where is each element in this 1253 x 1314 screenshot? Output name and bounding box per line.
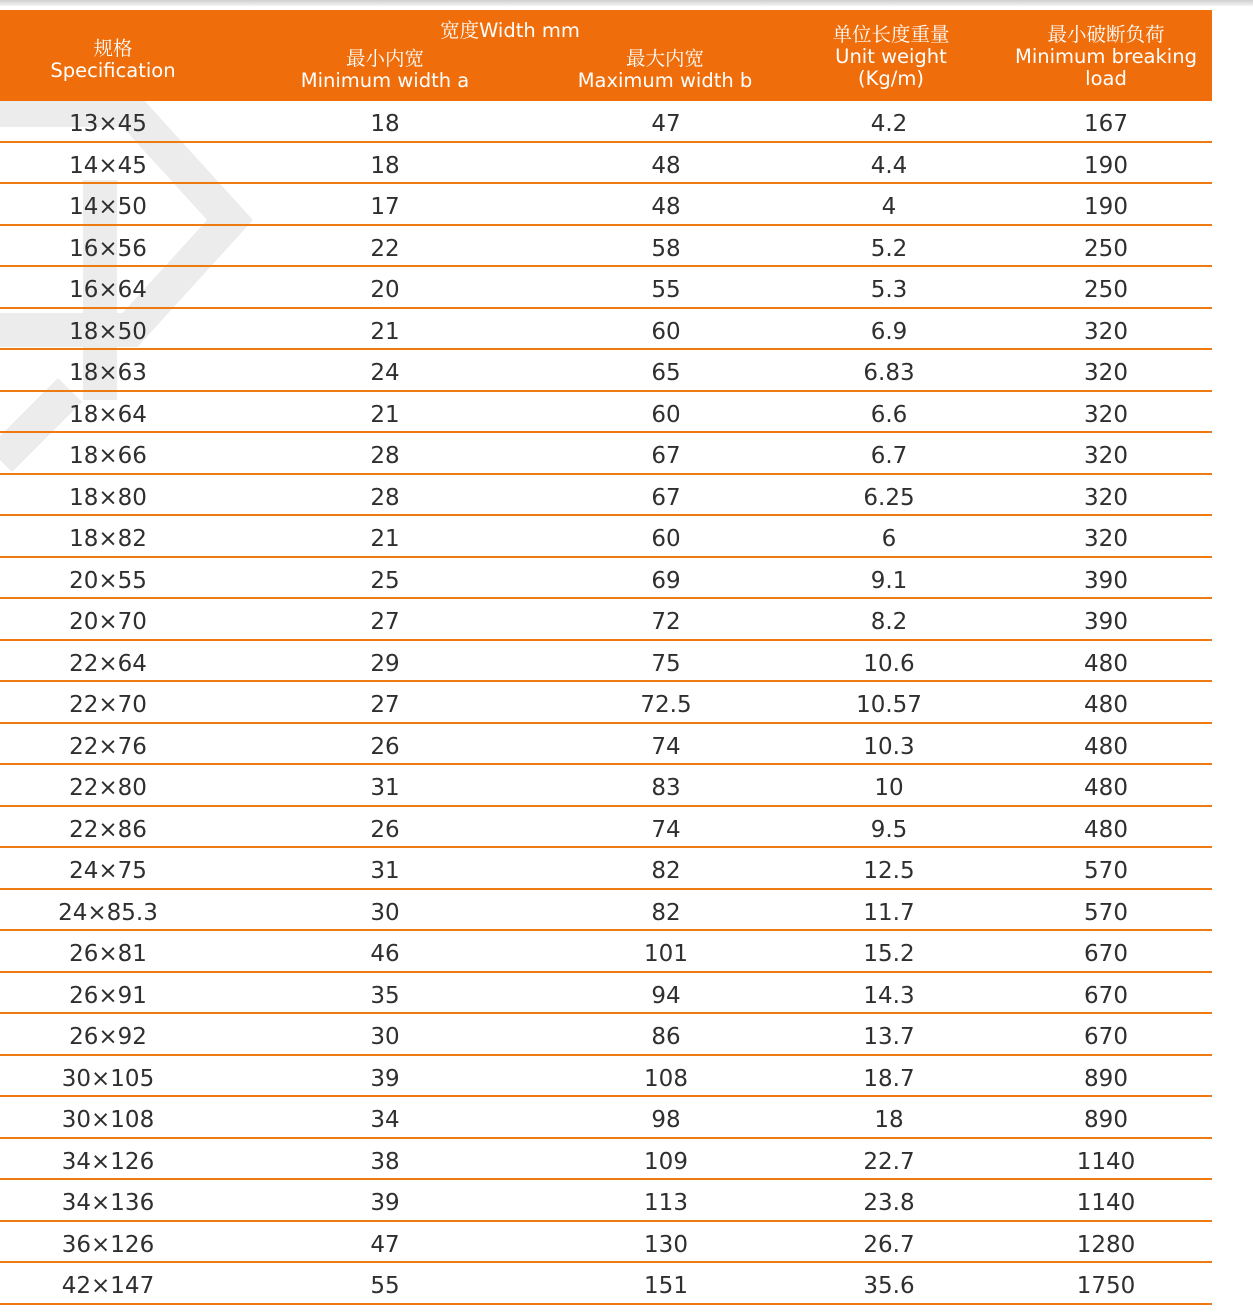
cell-specification: 26×81: [69, 941, 147, 967]
cell-min-width: 22: [370, 235, 400, 262]
cell-max-width: 101: [644, 941, 688, 967]
cell-min-width: 47: [370, 1231, 400, 1258]
table-row: [0, 558, 1212, 600]
table-row: [0, 765, 1212, 807]
cell-specification: 22×64: [69, 650, 147, 677]
cell-min-width: 35: [370, 982, 400, 1009]
table-row: [0, 184, 1212, 226]
cell-specification: 22×80: [69, 775, 147, 801]
cell-max-width: 98: [651, 1107, 681, 1133]
cell-max-width: 94: [651, 982, 681, 1009]
cell-unit-weight: 6.83: [863, 360, 915, 386]
cell-min-width: 31: [370, 858, 400, 884]
cell-max-width: 82: [651, 858, 681, 884]
cell-min-width: 18: [370, 152, 400, 179]
header-width-group: 宽度Width mm: [440, 19, 580, 42]
cell-max-width: 75: [651, 650, 681, 677]
cell-breaking-load: 320: [1084, 526, 1128, 552]
header-specification: 规格 Specification: [50, 37, 176, 82]
cell-min-width: 21: [370, 526, 400, 552]
cell-max-width: 60: [651, 526, 681, 552]
table-row: [0, 1139, 1212, 1181]
top-divider: [0, 0, 1253, 6]
cell-min-width: 55: [370, 1273, 400, 1299]
header-min-width: 最小内宽 Minimum width a: [300, 47, 470, 92]
cell-breaking-load: 320: [1084, 401, 1128, 428]
cell-max-width: 83: [651, 775, 681, 801]
cell-unit-weight: 23.8: [863, 1190, 915, 1216]
cell-breaking-load: 390: [1084, 567, 1128, 594]
cell-breaking-load: 480: [1084, 692, 1128, 718]
table-row: [0, 392, 1212, 434]
cell-specification: 20×55: [69, 567, 147, 594]
table-row: [0, 1014, 1212, 1056]
cell-min-width: 26: [370, 816, 400, 843]
cell-breaking-load: 250: [1084, 277, 1128, 303]
cell-min-width: 39: [370, 1065, 400, 1092]
table-row: [0, 309, 1212, 351]
cell-specification: 18×50: [69, 318, 147, 345]
cell-breaking-load: 167: [1084, 111, 1128, 137]
cell-unit-weight: 14.3: [863, 982, 915, 1009]
cell-max-width: 48: [651, 194, 681, 220]
cell-unit-weight: 12.5: [863, 858, 915, 884]
cell-min-width: 17: [370, 194, 400, 220]
table-row: [0, 973, 1212, 1015]
cell-specification: 18×64: [69, 401, 147, 428]
cell-max-width: 151: [644, 1273, 688, 1299]
table-row: [0, 433, 1212, 475]
cell-specification: 30×108: [61, 1107, 155, 1133]
cell-breaking-load: 480: [1084, 816, 1128, 843]
cell-max-width: 60: [651, 401, 681, 428]
cell-unit-weight: 4.4: [870, 152, 908, 179]
cell-min-width: 34: [370, 1107, 400, 1133]
cell-min-width: 30: [370, 899, 400, 926]
cell-breaking-load: 570: [1084, 899, 1128, 926]
table-row: [0, 1056, 1212, 1098]
cell-unit-weight: 10.3: [863, 733, 915, 760]
table-row: [0, 143, 1212, 185]
cell-max-width: 58: [651, 235, 681, 262]
cell-breaking-load: 320: [1084, 318, 1128, 345]
cell-max-width: 67: [651, 443, 681, 469]
table-row: [0, 226, 1212, 268]
cell-min-width: 24: [370, 360, 400, 386]
cell-specification: 30×105: [61, 1065, 155, 1092]
cell-unit-weight: 5.3: [870, 277, 908, 303]
cell-unit-weight: 9.1: [870, 567, 908, 594]
cell-unit-weight: 6.6: [870, 401, 908, 428]
cell-unit-weight: 8.2: [870, 609, 908, 635]
cell-unit-weight: 11.7: [863, 899, 915, 926]
cell-max-width: 82: [651, 899, 681, 926]
table-row: [0, 641, 1212, 683]
cell-breaking-load: 190: [1084, 194, 1128, 220]
cell-specification: 18×63: [69, 360, 147, 386]
table-row: [0, 1222, 1212, 1264]
cell-breaking-load: 670: [1084, 941, 1128, 967]
cell-max-width: 48: [651, 152, 681, 179]
cell-max-width: 72.5: [640, 692, 692, 718]
cell-unit-weight: 5.2: [870, 235, 908, 262]
table-body: [0, 101, 1212, 1305]
cell-unit-weight: 4.2: [870, 111, 908, 137]
cell-unit-weight: 18: [874, 1107, 904, 1133]
cell-specification: 34×136: [61, 1190, 155, 1216]
cell-unit-weight: 13.7: [863, 1024, 915, 1050]
table-row: [0, 101, 1212, 143]
cell-breaking-load: 390: [1084, 609, 1128, 635]
cell-min-width: 27: [370, 692, 400, 718]
table-row: [0, 1180, 1212, 1222]
table-row: [0, 890, 1212, 932]
cell-specification: 34×126: [61, 1148, 155, 1175]
table-row: [0, 1263, 1212, 1305]
cell-breaking-load: 890: [1084, 1065, 1128, 1092]
cell-max-width: 60: [651, 318, 681, 345]
cell-min-width: 46: [370, 941, 400, 967]
table-row: [0, 848, 1212, 890]
cell-unit-weight: 35.6: [863, 1273, 915, 1299]
cell-breaking-load: 320: [1084, 484, 1128, 511]
cell-specification: 20×70: [69, 609, 147, 635]
spec-table: [0, 10, 1212, 1305]
cell-max-width: 55: [651, 277, 681, 303]
cell-specification: 24×75: [69, 858, 147, 884]
header-min-breaking-load: 最小破断负荷 Minimum breaking load: [1015, 23, 1197, 90]
cell-unit-weight: 15.2: [863, 941, 915, 967]
cell-breaking-load: 190: [1084, 152, 1128, 179]
cell-max-width: 109: [644, 1148, 688, 1175]
cell-min-width: 21: [370, 318, 400, 345]
cell-breaking-load: 1280: [1076, 1231, 1136, 1258]
cell-min-width: 31: [370, 775, 400, 801]
table-row: [0, 516, 1212, 558]
cell-specification: 42×147: [61, 1273, 155, 1299]
cell-max-width: 47: [651, 111, 681, 137]
table-row: [0, 1097, 1212, 1139]
table-row: [0, 931, 1212, 973]
cell-min-width: 28: [370, 443, 400, 469]
cell-breaking-load: 1140: [1076, 1190, 1136, 1216]
cell-specification: 18×66: [69, 443, 147, 469]
table-header: [0, 10, 1212, 101]
cell-breaking-load: 670: [1084, 982, 1128, 1009]
cell-specification: 18×80: [69, 484, 147, 511]
cell-specification: 14×50: [69, 194, 147, 220]
table-row: [0, 807, 1212, 849]
cell-unit-weight: 10.57: [856, 692, 922, 718]
header-unit-weight: 单位长度重量 Unit weight (Kg/m): [832, 23, 950, 90]
cell-unit-weight: 6.7: [870, 443, 908, 469]
cell-specification: 16×56: [69, 235, 147, 262]
cell-min-width: 18: [370, 111, 400, 137]
cell-breaking-load: 570: [1084, 858, 1128, 884]
cell-min-width: 26: [370, 733, 400, 760]
cell-breaking-load: 480: [1084, 775, 1128, 801]
cell-specification: 18×82: [69, 526, 147, 552]
cell-min-width: 38: [370, 1148, 400, 1175]
cell-unit-weight: 6: [881, 526, 897, 552]
cell-specification: 26×91: [69, 982, 147, 1009]
cell-breaking-load: 670: [1084, 1024, 1128, 1050]
cell-specification: 24×85.3: [58, 899, 158, 926]
cell-max-width: 113: [644, 1190, 688, 1216]
cell-unit-weight: 4: [881, 194, 897, 220]
cell-specification: 22×76: [69, 733, 147, 760]
cell-breaking-load: 320: [1084, 443, 1128, 469]
cell-max-width: 86: [651, 1024, 681, 1050]
cell-breaking-load: 320: [1084, 360, 1128, 386]
cell-max-width: 72: [651, 609, 681, 635]
cell-breaking-load: 480: [1084, 733, 1128, 760]
cell-specification: 14×45: [69, 152, 147, 179]
cell-max-width: 69: [651, 567, 681, 594]
cell-unit-weight: 18.7: [863, 1065, 915, 1092]
cell-specification: 22×70: [69, 692, 147, 718]
cell-min-width: 20: [370, 277, 400, 303]
cell-breaking-load: 1140: [1076, 1148, 1136, 1175]
table-row: [0, 475, 1212, 517]
cell-unit-weight: 10: [874, 775, 904, 801]
cell-unit-weight: 6.25: [863, 484, 915, 511]
cell-max-width: 67: [651, 484, 681, 511]
cell-min-width: 39: [370, 1190, 400, 1216]
cell-max-width: 108: [644, 1065, 688, 1092]
table-row: [0, 599, 1212, 641]
cell-specification: 16×64: [69, 277, 147, 303]
cell-specification: 22×86: [69, 816, 147, 843]
cell-breaking-load: 890: [1084, 1107, 1128, 1133]
cell-max-width: 74: [651, 816, 681, 843]
cell-min-width: 30: [370, 1024, 400, 1050]
table-row: [0, 724, 1212, 766]
cell-min-width: 27: [370, 609, 400, 635]
cell-unit-weight: 22.7: [863, 1148, 915, 1175]
cell-specification: 36×126: [61, 1231, 155, 1258]
cell-specification: 13×45: [69, 111, 147, 137]
cell-min-width: 28: [370, 484, 400, 511]
header-max-width: 最大内宽 Maximum width b: [577, 47, 753, 92]
table-row: [0, 682, 1212, 724]
cell-unit-weight: 26.7: [863, 1231, 915, 1258]
cell-min-width: 25: [370, 567, 400, 594]
cell-min-width: 29: [370, 650, 400, 677]
cell-specification: 26×92: [69, 1024, 147, 1050]
cell-max-width: 65: [651, 360, 681, 386]
cell-max-width: 130: [644, 1231, 688, 1258]
cell-unit-weight: 9.5: [870, 816, 908, 843]
table-row: [0, 267, 1212, 309]
cell-breaking-load: 250: [1084, 235, 1128, 262]
cell-breaking-load: 1750: [1076, 1273, 1136, 1299]
cell-min-width: 21: [370, 401, 400, 428]
table-row: [0, 350, 1212, 392]
cell-max-width: 74: [651, 733, 681, 760]
cell-unit-weight: 10.6: [863, 650, 915, 677]
cell-breaking-load: 480: [1084, 650, 1128, 677]
cell-unit-weight: 6.9: [870, 318, 908, 345]
